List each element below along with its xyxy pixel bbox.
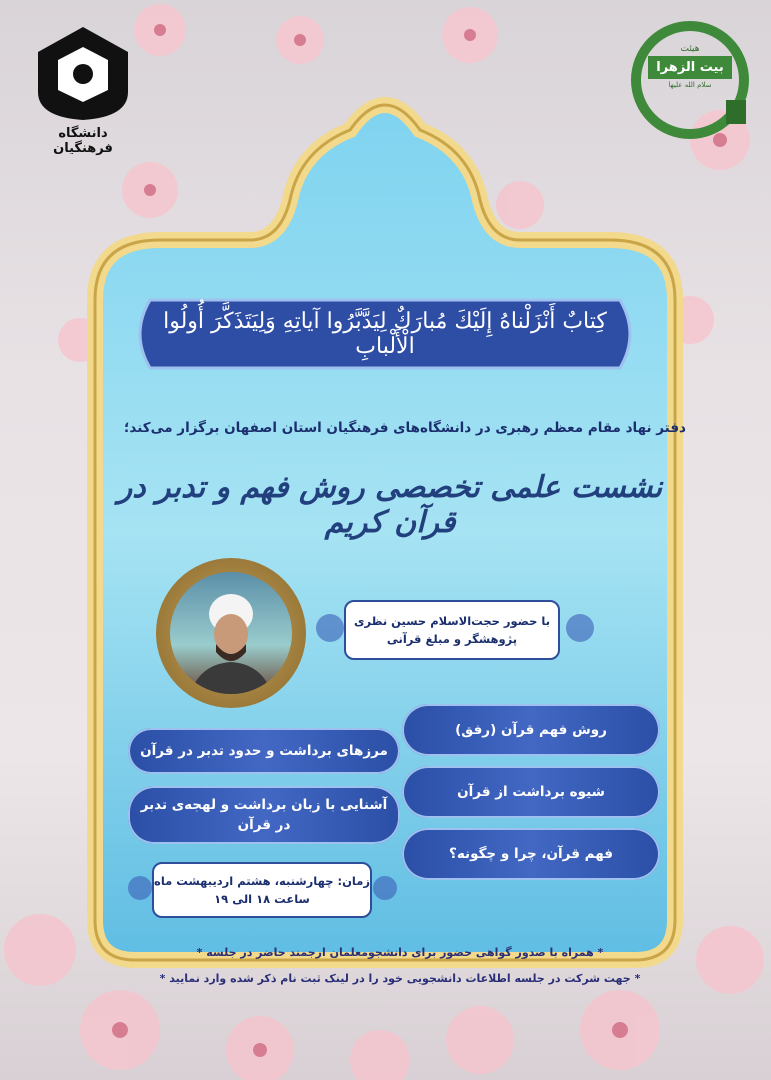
date-line: زمان: چهارشنبه، هشتم اردیبهشت ماه bbox=[154, 873, 370, 888]
event-title: نشست علمی تخصصی روش فهم و تدبر در قرآن کریم bbox=[117, 470, 663, 540]
speaker-portrait bbox=[156, 558, 306, 708]
logo-line2: بیت الزهرا bbox=[648, 56, 732, 79]
topic-right-1: روش فهم قرآن (رفق) bbox=[402, 704, 660, 756]
note-registration: * جهت شرکت در جلسه اطلاعات دانشجویی خود را در لینک ثبت نام ذکر شده وارد نمایید * bbox=[159, 972, 641, 985]
topic-right-2: شیوه برداشت از قرآن bbox=[402, 766, 660, 818]
topic-left-1: مرزهای برداشت و حدود تدبر در قرآن bbox=[128, 728, 400, 774]
university-emblem-icon bbox=[28, 22, 138, 122]
date-box bbox=[152, 862, 372, 918]
topic-right-3: فهم قرآن، چرا و چگونه؟ bbox=[402, 828, 660, 880]
logo-text-group bbox=[648, 44, 732, 89]
logo-line1: هیئت bbox=[680, 44, 700, 54]
speaker-photo bbox=[170, 572, 292, 694]
topic-left-2: آشنایی با زبان برداشت و لهجه‌ی تدبر در قرآن bbox=[128, 786, 400, 844]
university-logo-text: دانشگاه فرهنگیان bbox=[53, 126, 113, 156]
university-logo bbox=[28, 22, 138, 156]
speaker-info-box bbox=[344, 600, 560, 660]
note-certificate: * همراه با صدور گواهی حضور برای دانشجومعلمان ارجمند حاضر در جلسه * bbox=[196, 946, 604, 959]
logo-line3: سلام الله علیها bbox=[668, 81, 712, 89]
person-icon bbox=[170, 572, 292, 694]
speaker-role: پژوهشگر و مبلغ قرآنی bbox=[386, 632, 518, 646]
intro-text: دفتر نهاد مقام معظم رهبری در دانشگاه‌های فرهنگیان استان اصفهان برگزار می‌کند؛ bbox=[124, 420, 686, 436]
quran-verse: كِتابٌ أَنْزَلْناهُ إِلَيْكَ مُبارَكٌ لِيَدَّبَّرُوا آياتِهِ وَلِيَتَذَكَّرَ أُولُوا الْأَلْبابِ bbox=[163, 309, 607, 359]
time-line: ساعت ۱۸ الی ۱۹ bbox=[214, 892, 310, 906]
speaker-name: با حضور حجت‌الاسلام حسین نظری bbox=[353, 613, 551, 628]
beit-al-zahra-logo bbox=[630, 20, 750, 140]
